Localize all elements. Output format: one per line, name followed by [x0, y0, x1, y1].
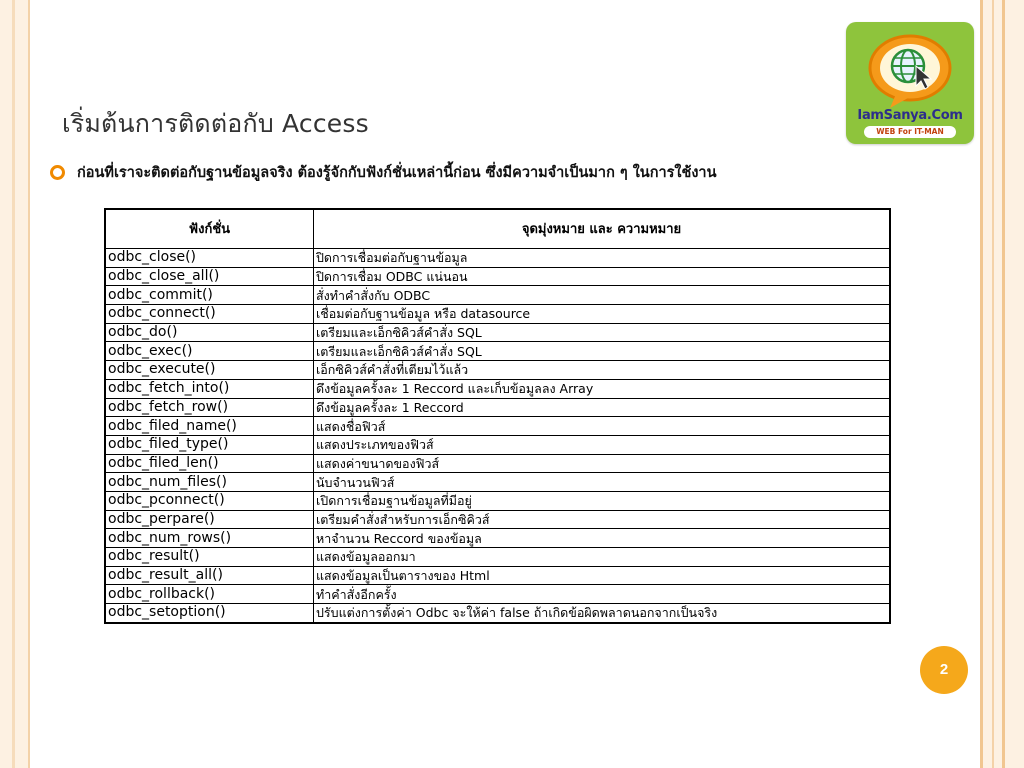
function-description-cell: ปิดการเชื่อม ODBC แน่นอน [314, 267, 890, 286]
function-name-cell: odbc_connect() [106, 305, 314, 324]
function-description-cell: เตรียมและเอ็กซิคิวส์คำสั่ง SQL [314, 342, 890, 361]
function-description-cell: นับจำนวนฟิวส์ [314, 473, 890, 492]
function-name-cell: odbc_result() [106, 548, 314, 567]
function-name-cell: odbc_do() [106, 323, 314, 342]
function-description-cell: เตรียมและเอ็กซิคิวส์คำสั่ง SQL [314, 323, 890, 342]
table-row [106, 417, 890, 436]
function-description-cell: เชื่อมต่อกับฐานข้อมูล หรือ datasource [314, 305, 890, 324]
function-name-cell: odbc_perpare() [106, 510, 314, 529]
table-row [106, 454, 890, 473]
function-description-cell: เปิดการเชื่อมฐานข้อมูลที่มีอยู่ [314, 491, 890, 510]
function-description-cell: ปรับแต่งการตั้งค่า Odbc จะให้ค่า false ถ้าเกิดข้อผิดพลาดนอกจากเป็นจริง [314, 604, 890, 623]
table-row [106, 435, 890, 454]
slide-title: เริ่มต้นการติดต่อกับ Access [62, 109, 369, 138]
function-name-cell: odbc_num_files() [106, 473, 314, 492]
function-description-cell: ดึงข้อมูลครั้งละ 1 Reccord [314, 398, 890, 417]
table-row [106, 566, 890, 585]
right-decorative-stripe [980, 0, 1024, 768]
function-description-cell: แสดงข้อมูลเป็นตารางของ Html [314, 566, 890, 585]
table-header-row [106, 210, 890, 249]
function-name-cell: odbc_result_all() [106, 566, 314, 585]
function-name-cell: odbc_exec() [106, 342, 314, 361]
function-description-cell: แสดงค่าขนาดของฟิวส์ [314, 454, 890, 473]
functions-table [104, 208, 891, 624]
table-row [106, 379, 890, 398]
function-name-cell: odbc_fetch_into() [106, 379, 314, 398]
table-row [106, 529, 890, 548]
left-decorative-stripe [0, 0, 30, 768]
table-row [106, 473, 890, 492]
function-name-cell: odbc_rollback() [106, 585, 314, 604]
function-description-cell: ปิดการเชื่อมต่อกับฐานข้อมูล [314, 249, 890, 268]
table-row [106, 267, 890, 286]
function-name-cell: odbc_setoption() [106, 604, 314, 623]
function-description-cell: เตรียมคำสั่งสำหรับการเอ็กซิคิวส์ [314, 510, 890, 529]
table-row [106, 249, 890, 268]
function-description-cell: แสดงข้อมูลออกมา [314, 548, 890, 567]
table-row [106, 305, 890, 324]
site-logo [846, 22, 974, 144]
table-row [106, 323, 890, 342]
header-function: ฟังก์ชั่น [106, 210, 314, 249]
function-name-cell: odbc_filed_name() [106, 417, 314, 436]
function-name-cell: odbc_filed_type() [106, 435, 314, 454]
table-row [106, 604, 890, 623]
logo-text: IamSanya.Com [857, 108, 963, 123]
function-name-cell: odbc_commit() [106, 286, 314, 305]
table-row [106, 361, 890, 380]
function-name-cell: odbc_close_all() [106, 267, 314, 286]
table-row [106, 491, 890, 510]
function-description-cell: เอ็กซิคิวส์คำสั่งที่เตียมไว้แล้ว [314, 361, 890, 380]
bullet-item [50, 161, 980, 184]
function-description-cell: ทำคำสั่งอีกครั้ง [314, 585, 890, 604]
function-description-cell: หาจำนวน Reccord ของข้อมูล [314, 529, 890, 548]
function-name-cell: odbc_pconnect() [106, 491, 314, 510]
function-description-cell: ดึงข้อมูลครั้งละ 1 Reccord และเก็บข้อมูลลง Array [314, 379, 890, 398]
table-row [106, 510, 890, 529]
function-name-cell: odbc_filed_len() [106, 454, 314, 473]
page-number-badge: 2 [920, 646, 968, 694]
table-row [106, 398, 890, 417]
function-description-cell: สั่งทำคำสั่งกับ ODBC [314, 286, 890, 305]
table-row [106, 342, 890, 361]
bullet-circle-icon [50, 165, 65, 180]
table-row [106, 585, 890, 604]
function-name-cell: odbc_fetch_row() [106, 398, 314, 417]
function-description-cell: แสดงชื่อฟิวส์ [314, 417, 890, 436]
function-name-cell: odbc_close() [106, 249, 314, 268]
table-row [106, 286, 890, 305]
bullet-text: ก่อนที่เราจะติดต่อกับฐานข้อมูลจริง ต้องรู้จักกับฟังก์ชั่นเหล่านี้ก่อน ซึ่งมีความจำเป็นมาก ๆ ในการใช้งาน [77, 165, 717, 181]
function-name-cell: odbc_execute() [106, 361, 314, 380]
table-row [106, 548, 890, 567]
function-name-cell: odbc_num_rows() [106, 529, 314, 548]
logo-tagline: WEB For IT-MAN [864, 126, 956, 138]
header-description: จุดมุ่งหมาย และ ความหมาย [314, 210, 890, 249]
function-description-cell: แสดงประเภทของฟิวส์ [314, 435, 890, 454]
